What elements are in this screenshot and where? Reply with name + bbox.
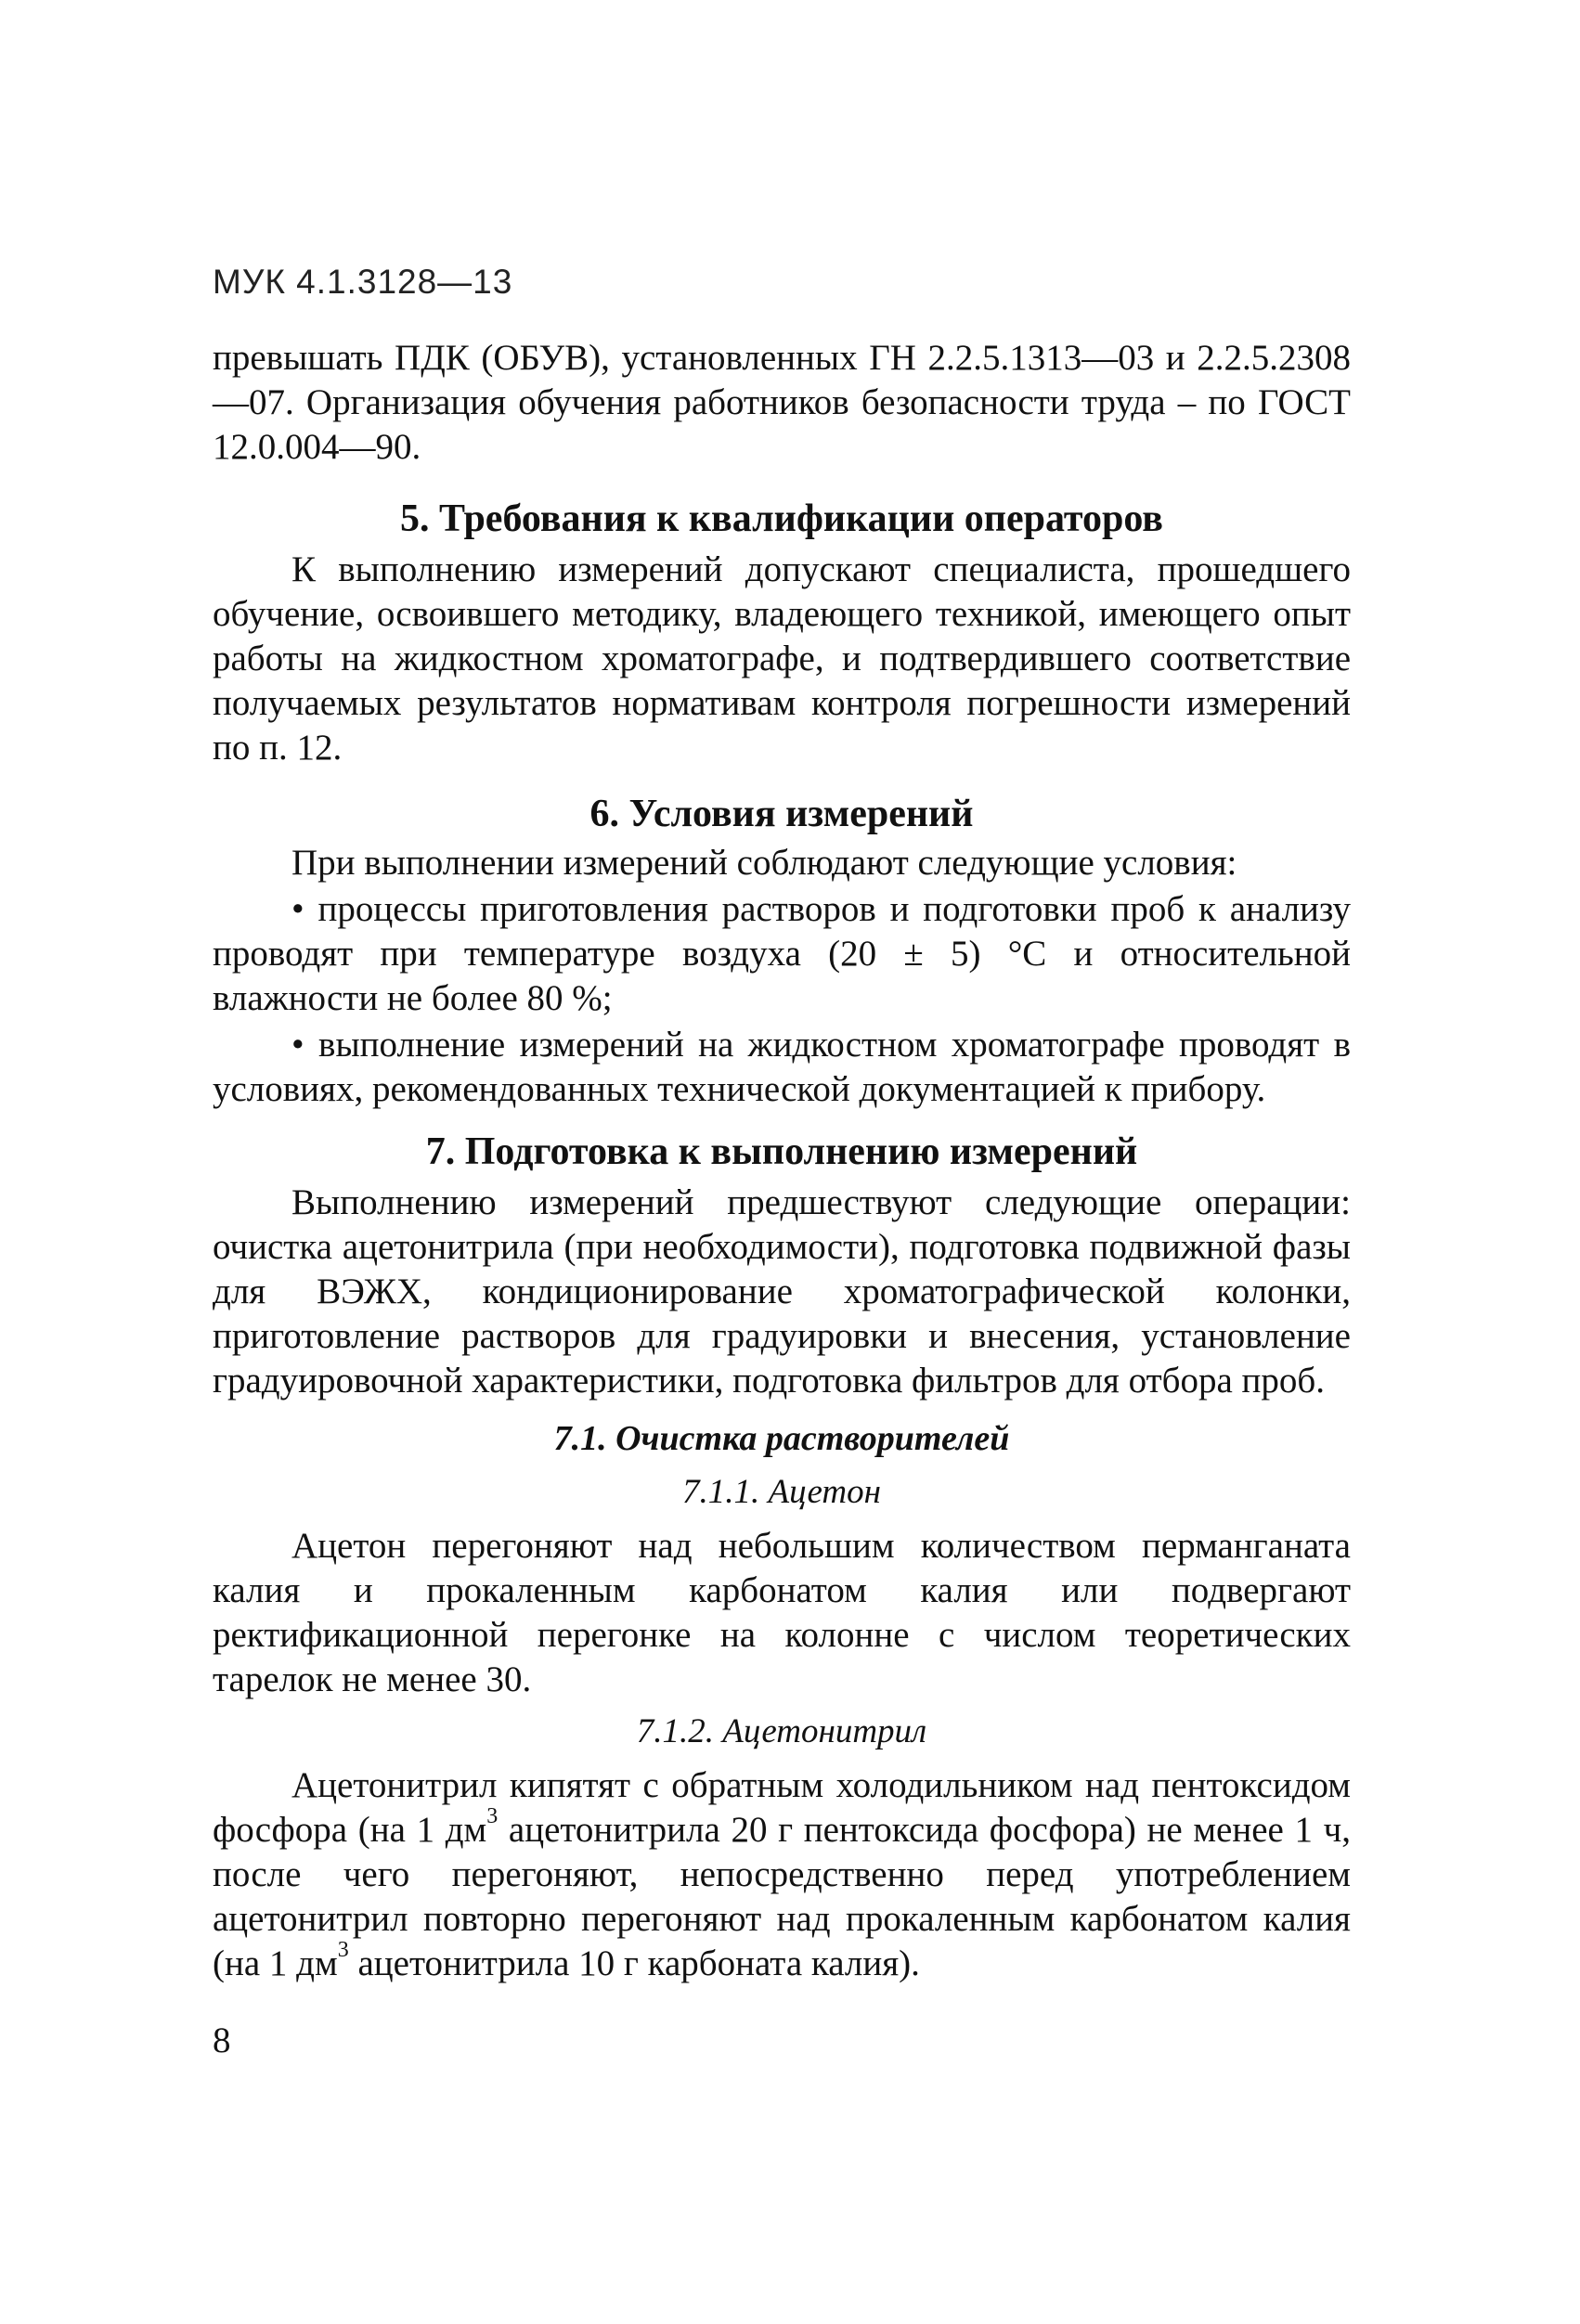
- section-6-bullet-1-text: процессы приготовления растворов и подготовки проб к анализу проводят при температуре воздуха (20 ± 5) °С и относительной влажности не более 80 %;: [213, 889, 1352, 1018]
- subsection-7-1-title: 7.1. Очистка растворителей: [553, 1419, 1010, 1458]
- bullet-icon: •: [291, 1025, 304, 1065]
- superscript-3: 3: [486, 1804, 499, 1828]
- section-6-bullet-1: [213, 887, 1351, 1021]
- superscript-3: 3: [337, 1938, 349, 1962]
- section-6-intro: При выполнении измерений соблюдают следующие условия:: [291, 843, 1237, 883]
- item-7-1-2-text-part-3: ацетонитрила 10 г карбоната калия).: [348, 1943, 920, 1983]
- page-number: 8: [213, 2021, 231, 2060]
- section-6-bullet-2: [213, 1023, 1351, 1112]
- document-body: [213, 336, 1351, 1986]
- item-7-1-2-paragraph: [213, 1763, 1351, 1986]
- section-6-title: 6. Условия измерений: [589, 793, 974, 835]
- item-7-1-2-text-part-2: ацетонитрила 20 г пентоксида фосфора) не менее 1 ч, после чего перегоняют, непосредственно перед употреблением ацетонитрил повторно перегоняют над прокаленным карбонатом калия (на 1 дм: [213, 1810, 1351, 1983]
- section-7-title: 7. Подготовка к выполнению измерений: [425, 1130, 1138, 1173]
- section-5-title: 5. Требования к квалификации операторов: [400, 497, 1163, 540]
- item-7-1-1-paragraph: Ацетон перегоняют над небольшим количеством перманганата калия и прокаленным карбонатом калия или подвергают ректификационной перегонке на колонне с числом теоретических тарелок не менее 30.: [213, 1526, 1351, 1699]
- section-7-paragraph: Выполнению измерений предшествуют следующие операции: очистка ацетонитрила (при необходимости), подготовка подвижной фазы для ВЭЖХ, кондиционирование хроматографической колонки, приготовление растворов для градуировки и внесения, установление градуировочной характеристики, подготовка фильтров для отбора проб.: [213, 1182, 1351, 1401]
- item-7-1-2-text-part-1: Ацетонитрил кипятят с обратным холодильником над пентоксидом фосфора (на 1 дм: [213, 1765, 1351, 1850]
- section-5-paragraph: К выполнению измерений допускают специалиста, прошедшего обучение, освоившего методику, владеющего техникой, имеющего опыт работы на жидкостном хроматографе, и подтвердившего соответствие получаемых результатов нормативам контроля погрешности измерений по п. 12.: [213, 549, 1351, 768]
- intro-paragraph: превышать ПДК (ОБУВ), установленных ГН 2.2.5.1313—03 и 2.2.5.2308—07. Организация обучения работников безопасности труда – по ГОСТ 12.0.004—90.: [213, 338, 1351, 467]
- bullet-icon: •: [291, 889, 304, 929]
- document-code: МУК 4.1.3128—13: [213, 263, 513, 301]
- item-7-1-2-title: 7.1.2. Ацетонитрил: [636, 1712, 927, 1750]
- section-6-bullet-2-text: выполнение измерений на жидкостном хроматографе проводят в условиях, рекомендованных технической документацией к прибору.: [213, 1025, 1351, 1109]
- item-7-1-1-title: 7.1.1. Ацетон: [681, 1473, 882, 1511]
- document-page: [213, 0, 1351, 2324]
